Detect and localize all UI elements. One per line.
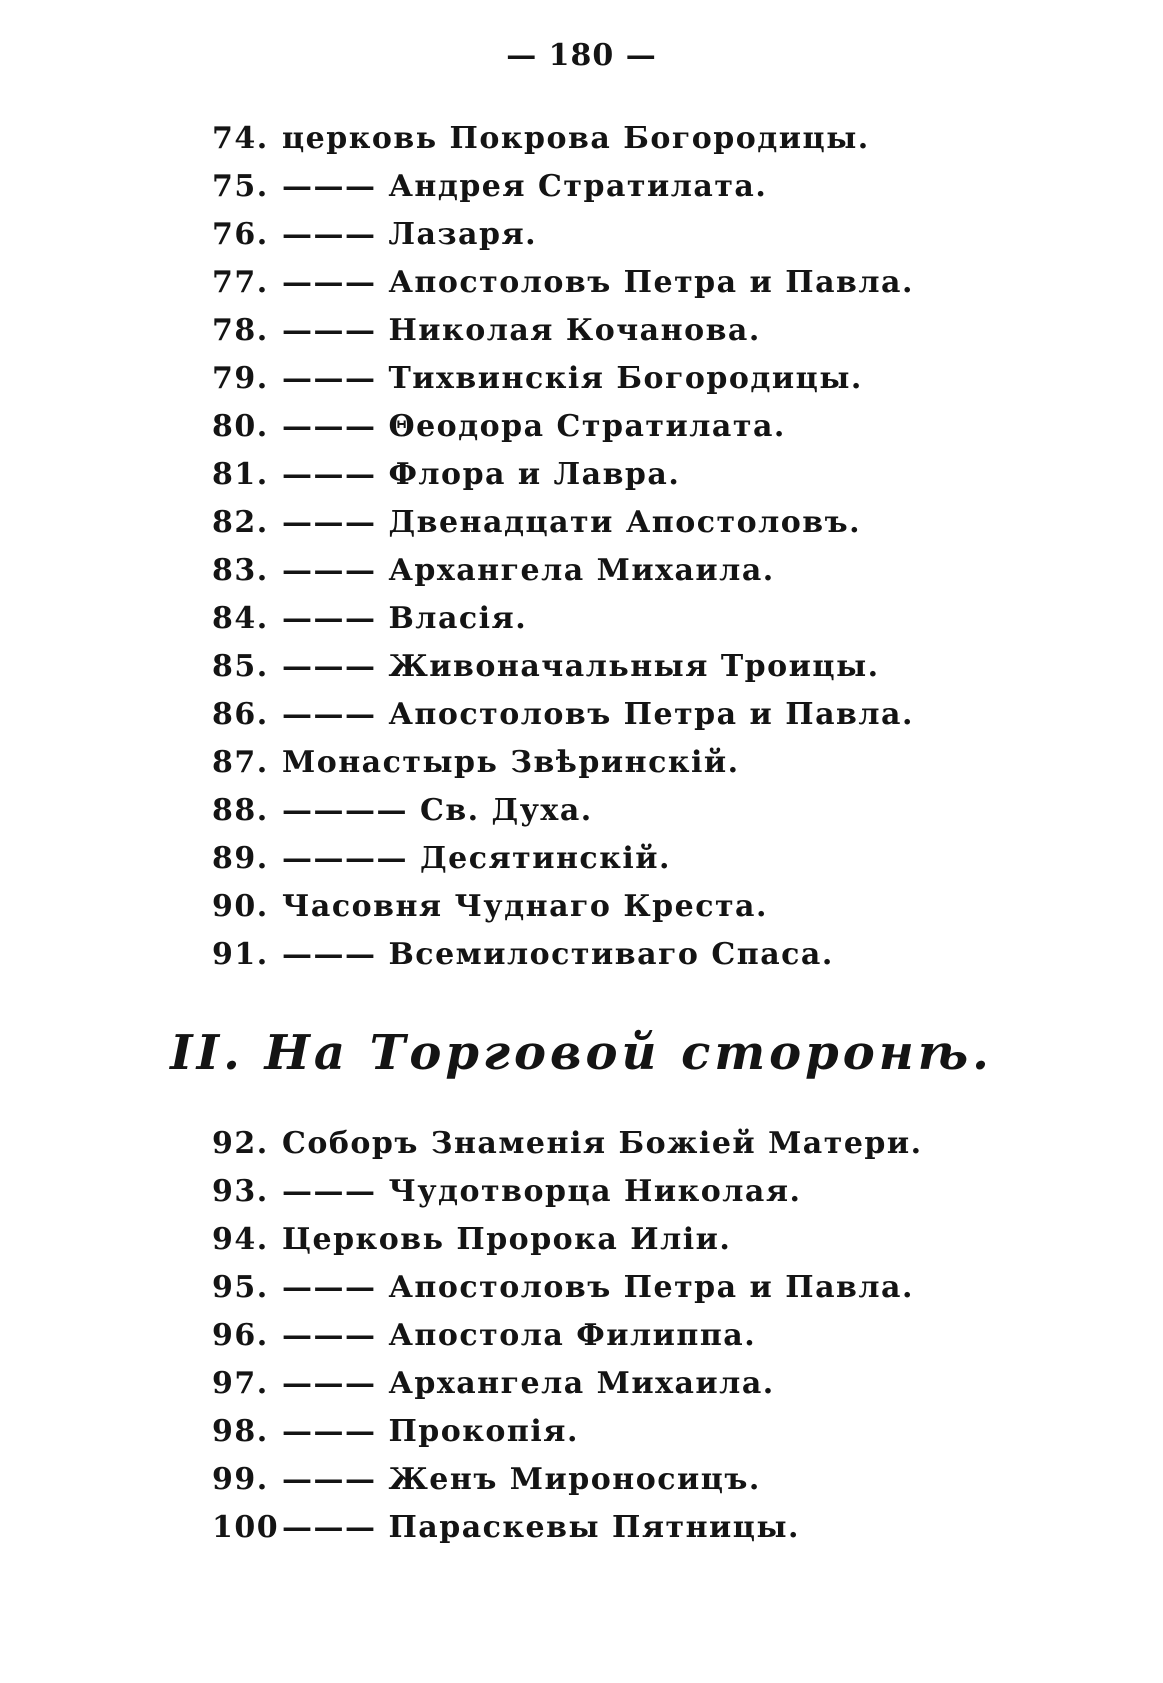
item-number: 80. [212, 409, 269, 444]
item-text: ——— Апостола Филиппа. [282, 1318, 757, 1353]
item-text: церковь Покрова Богородицы. [282, 121, 870, 156]
item-number: 95. [212, 1270, 269, 1305]
list-item [212, 499, 1092, 547]
item-text: ——— Прокопія. [282, 1414, 579, 1449]
list-item [212, 451, 1092, 499]
list-item [212, 1456, 1092, 1504]
list-item [212, 643, 1092, 691]
item-text: ——— Флора и Лавра. [282, 457, 681, 492]
item-number: 79. [212, 361, 269, 396]
church-list-sophia-side [212, 115, 1092, 979]
item-text: Соборъ Знаменія Божіей Матери. [282, 1126, 923, 1161]
list-item [212, 1120, 1092, 1168]
list-item [212, 211, 1092, 259]
list-item [212, 691, 1092, 739]
item-number: 85. [212, 649, 269, 684]
item-text: ——— Архангела Михаила. [282, 1366, 775, 1401]
list-item [212, 1168, 1092, 1216]
item-number: 91. [212, 937, 269, 972]
item-text: ———— Десятинскій. [282, 841, 671, 876]
item-number: 78. [212, 313, 269, 348]
list-item [212, 1216, 1092, 1264]
item-text: Монастырь Звѣринскій. [282, 745, 740, 780]
list-item [212, 1312, 1092, 1360]
item-text: ——— Архангела Михаила. [282, 553, 775, 588]
list-item [212, 307, 1092, 355]
item-text: ——— Лазаря. [282, 217, 538, 252]
section-heading: II. На Торговой сторонѣ. [170, 1025, 993, 1081]
list-item [212, 739, 1092, 787]
item-number: 99. [212, 1462, 269, 1497]
item-number: 87. [212, 745, 269, 780]
item-number: 90. [212, 889, 269, 924]
item-number: 100 [212, 1510, 280, 1545]
item-text: ——— Θеодора Стратилата. [282, 409, 786, 444]
item-number: 81. [212, 457, 269, 492]
item-text: ——— Апостоловъ Петра и Павла. [282, 1270, 914, 1305]
item-number: 77. [212, 265, 269, 300]
list-item [212, 1264, 1092, 1312]
item-number: 75. [212, 169, 269, 204]
item-number: 97. [212, 1366, 269, 1401]
item-text: ——— Чудотворца Николая. [282, 1174, 802, 1209]
page-number: — 180 — [506, 38, 657, 73]
list-item [212, 1360, 1092, 1408]
church-list-trade-side [212, 1120, 1092, 1552]
list-item [212, 1504, 1092, 1552]
item-number: 76. [212, 217, 269, 252]
item-text: ——— Женъ Мироносицъ. [282, 1462, 761, 1497]
item-number: 86. [212, 697, 269, 732]
item-number: 92. [212, 1126, 269, 1161]
item-number: 74. [212, 121, 269, 156]
list-item [212, 787, 1092, 835]
item-number: 96. [212, 1318, 269, 1353]
list-item [212, 259, 1092, 307]
item-number: 93. [212, 1174, 269, 1209]
item-text: ——— Двенадцати Апостоловъ. [282, 505, 862, 540]
item-text: Часовня Чуднаго Креста. [282, 889, 768, 924]
list-item [212, 595, 1092, 643]
list-item [212, 355, 1092, 403]
item-text: ——— Всемилостиваго Спаса. [282, 937, 834, 972]
item-text: ——— Николая Кочанова. [282, 313, 761, 348]
list-item [212, 547, 1092, 595]
item-text: ———— Св. Духа. [282, 793, 593, 828]
item-number: 84. [212, 601, 269, 636]
item-text: ——— Власія. [282, 601, 528, 636]
item-number: 88. [212, 793, 269, 828]
item-text: ——— Живоначальныя Троицы. [282, 649, 880, 684]
list-item [212, 883, 1092, 931]
list-item [212, 163, 1092, 211]
item-number: 82. [212, 505, 269, 540]
item-number: 98. [212, 1414, 269, 1449]
item-text: ——— Тихвинскія Богородицы. [282, 361, 863, 396]
list-item [212, 1408, 1092, 1456]
list-item [212, 931, 1092, 979]
item-number: 83. [212, 553, 269, 588]
item-text: ——— Апостоловъ Петра и Павла. [282, 265, 914, 300]
item-number: 89. [212, 841, 269, 876]
list-item [212, 835, 1092, 883]
item-text: Церковь Пророка Иліи. [282, 1222, 732, 1257]
list-item [212, 403, 1092, 451]
item-text: ——— Апостоловъ Петра и Павла. [282, 697, 914, 732]
item-number: 94. [212, 1222, 269, 1257]
item-text: ——— Параскевы Пятницы. [282, 1510, 800, 1545]
list-item [212, 115, 1092, 163]
item-text: ——— Андрея Стратилата. [282, 169, 768, 204]
